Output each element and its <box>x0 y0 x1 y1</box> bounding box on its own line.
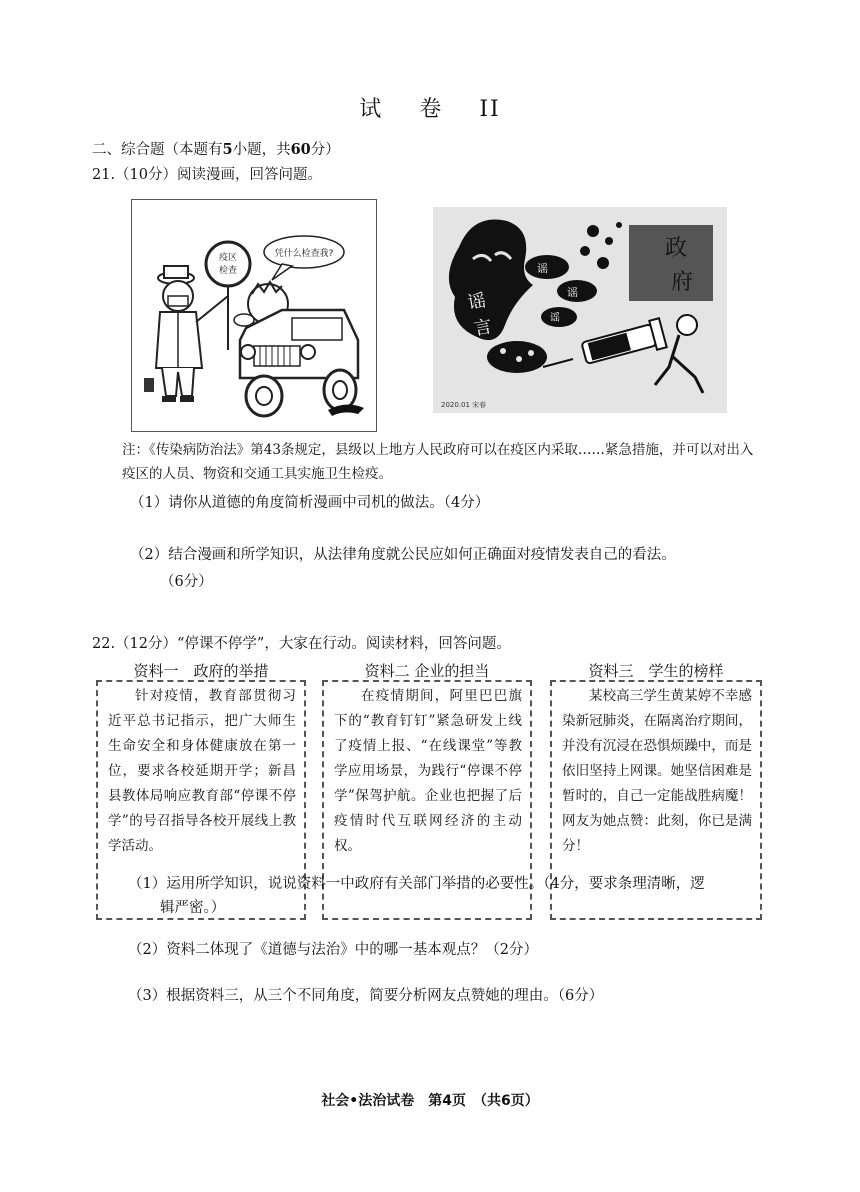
sign-text-bottom: 检查 <box>218 266 238 276</box>
cartoon-checkpoint <box>131 199 377 432</box>
rumor-word-yan: 言 <box>472 316 494 340</box>
q21-note: 注：《传染病防治法》第43条规定，县级以上地方人民政府可以在疫区内采取……紧急措施，并可以对出入疫区的人员、物资和交通工具实施卫生检疫。 <box>122 442 754 482</box>
page-footer: 社会•法治试卷 第4页 （共6页） <box>321 1093 539 1109</box>
cartoon2-date: 2020.01 宋春 <box>441 401 487 409</box>
material-2-heading: 资料二 企业的担当 <box>364 662 490 680</box>
flying-rumor-1: 谣 <box>537 262 548 275</box>
title-char-2: 卷 <box>419 97 444 122</box>
section-heading <box>92 138 340 159</box>
section-suffix: 分） <box>310 142 340 158</box>
rumor-word-yao: 谣 <box>466 290 488 314</box>
flying-rumor-2: 谣 <box>567 286 578 299</box>
section-mid: 小题，共 <box>232 142 291 158</box>
section-score: 60 <box>290 141 311 158</box>
sign-text-top: 疫区 <box>218 253 238 263</box>
q22-stem: 22.（12分）“停课不停学”，大家在行动。阅读材料，回答问题。 <box>92 636 511 652</box>
material-1-heading: 资料一 政府的举措 <box>133 662 269 680</box>
title-char-1: 试 <box>359 97 384 122</box>
cartoon-checkpoint-drawing <box>132 200 376 431</box>
material-2-text: 在疫情期间，阿里巴巴旗下的“教育钉钉”紧急研发上线了疫情上报、“在线课堂”等教学应用场景，为践行“停课不停学”保驾护航。企业也把握了后疫情时代互联网经济的主动权。 <box>334 688 522 854</box>
material-3-heading: 资料三 学生的榜样 <box>588 662 724 680</box>
material-3-text: 某校高三学生黄某婷不幸感染新冠肺炎，在隔离治疗期间，并没有沉浸在恐惧烦躁中，而是依旧坚持上网课。她坚信困难是暂时的，自己一定能战胜病魔！网友为她点赞：此刻，你已是满分！ <box>562 688 752 854</box>
cartoon-rumor-drawing <box>433 207 727 413</box>
q22-sub1-line1: （1）运用所学知识，说说资料一中政府有关部门举措的必要性。（4分，要求条理清晰，逻 <box>128 876 705 892</box>
q22-sub3: （3）根据资料三，从三个不同角度，简要分析网友点赞她的理由。（6分） <box>128 988 604 1004</box>
cartoon-rumor <box>433 207 727 413</box>
q21-sub1: （1）请你从道德的角度简析漫画中司机的做法。（4分） <box>130 495 490 511</box>
title-char-3: II <box>479 97 501 122</box>
bubble-text: 凭什么检查我? <box>274 249 334 259</box>
section-prefix: 二、综合题（本题有 <box>92 142 223 158</box>
flying-rumor-3: 谣 <box>550 313 560 324</box>
q21-sub2-line1: （2）结合漫画和所学知识，从法律角度就公民应如何正确面对疫情发表自己的看法。 <box>130 547 676 563</box>
material-1-text: 针对疫情，教育部贯彻习近平总书记指示，把广大师生生命安全和身体健康放在第一位，要求各校延期开学；新昌县教体局响应教育部“停课不停学”的号召指导各校开展线上教学活动。 <box>108 688 296 854</box>
q22-sub1-line2: 辑严密。） <box>160 900 226 916</box>
page-title <box>0 92 860 123</box>
gov-word-zheng: 政 <box>665 236 688 261</box>
gov-word-fu: 府 <box>671 270 694 295</box>
q22-sub2: （2）资料二体现了《道德与法治》中的哪一基本观点？（2分） <box>128 942 538 958</box>
section-count: 5 <box>222 141 233 158</box>
q21-stem: 21.（10分）阅读漫画，回答问题。 <box>92 167 323 183</box>
q21-sub2-line2: （6分） <box>160 574 213 590</box>
